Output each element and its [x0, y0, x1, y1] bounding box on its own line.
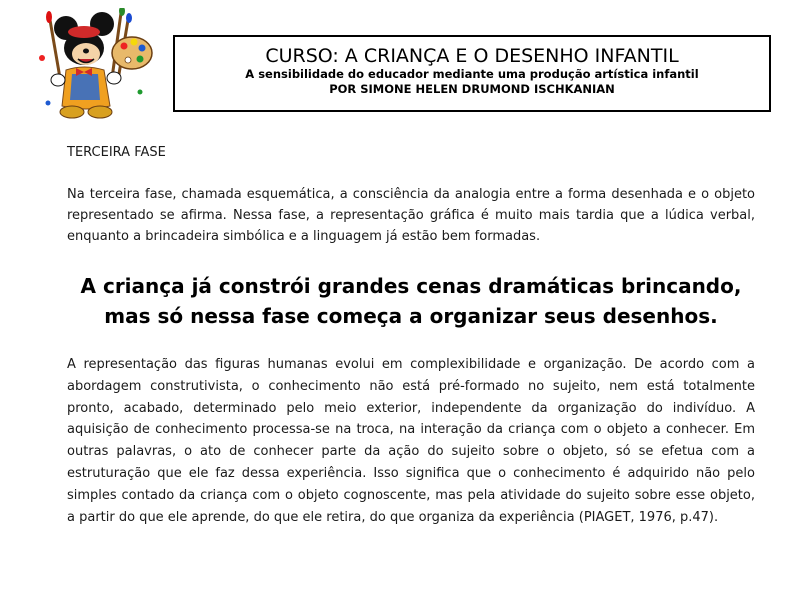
body-paragraph: A representação das figuras humanas evolui em complexibilidade e organização. De acordo com a abordagem construtivista, o conhecimento não está pré-formado no sujeito, nem está totalmente pronto, acabado, determinado pelo meio exterior, independente da organização do indivíduo. A aquisição de conhecimento processa-se na troca, na interação da criança com o objeto a conhecer. Em outras palavras, o ato de conhecer parte da ação do sujeito sobre o objeto, só se efetua com a estruturação que ele faz dessa experiência. Isso significa que o conhecimento é adquirido não pelo simples contado da criança com o objeto cognoscente, mas pela atividade do sujeito sobre esse objeto, a partir do que ele aprende, do que ele retira, do que organiza da experiência (PIAGET, 1976, p.47).	[67, 357, 755, 525]
palette-icon	[112, 37, 152, 69]
header-box	[173, 35, 771, 112]
intro-paragraph: Na terceira fase, chamada esquemática, a consciência da analogia entre a forma desenhada e o objeto representado se afirma. Nessa fase, a representação gráfica é muito mais tardia que a lúdica verbal, enquanto a brincadeira simbólica e a linguagem já estão bem formadas.	[67, 187, 755, 245]
highlight-statement: A criança já constrói grandes cenas dramáticas brincando, mas só nessa fase começa a organizar seus desenhos.	[80, 274, 742, 328]
section-heading: TERCEIRA FASE	[67, 145, 166, 160]
painter-mouse-icon	[28, 8, 158, 123]
course-author: POR SIMONE HELEN DRUMOND ISCHKANIAN	[329, 82, 615, 96]
course-title: CURSO: A CRIANÇA E O DESENHO INFANTIL	[265, 45, 679, 67]
course-subtitle: A sensibilidade do educador mediante uma produção artística infantil	[245, 67, 699, 81]
